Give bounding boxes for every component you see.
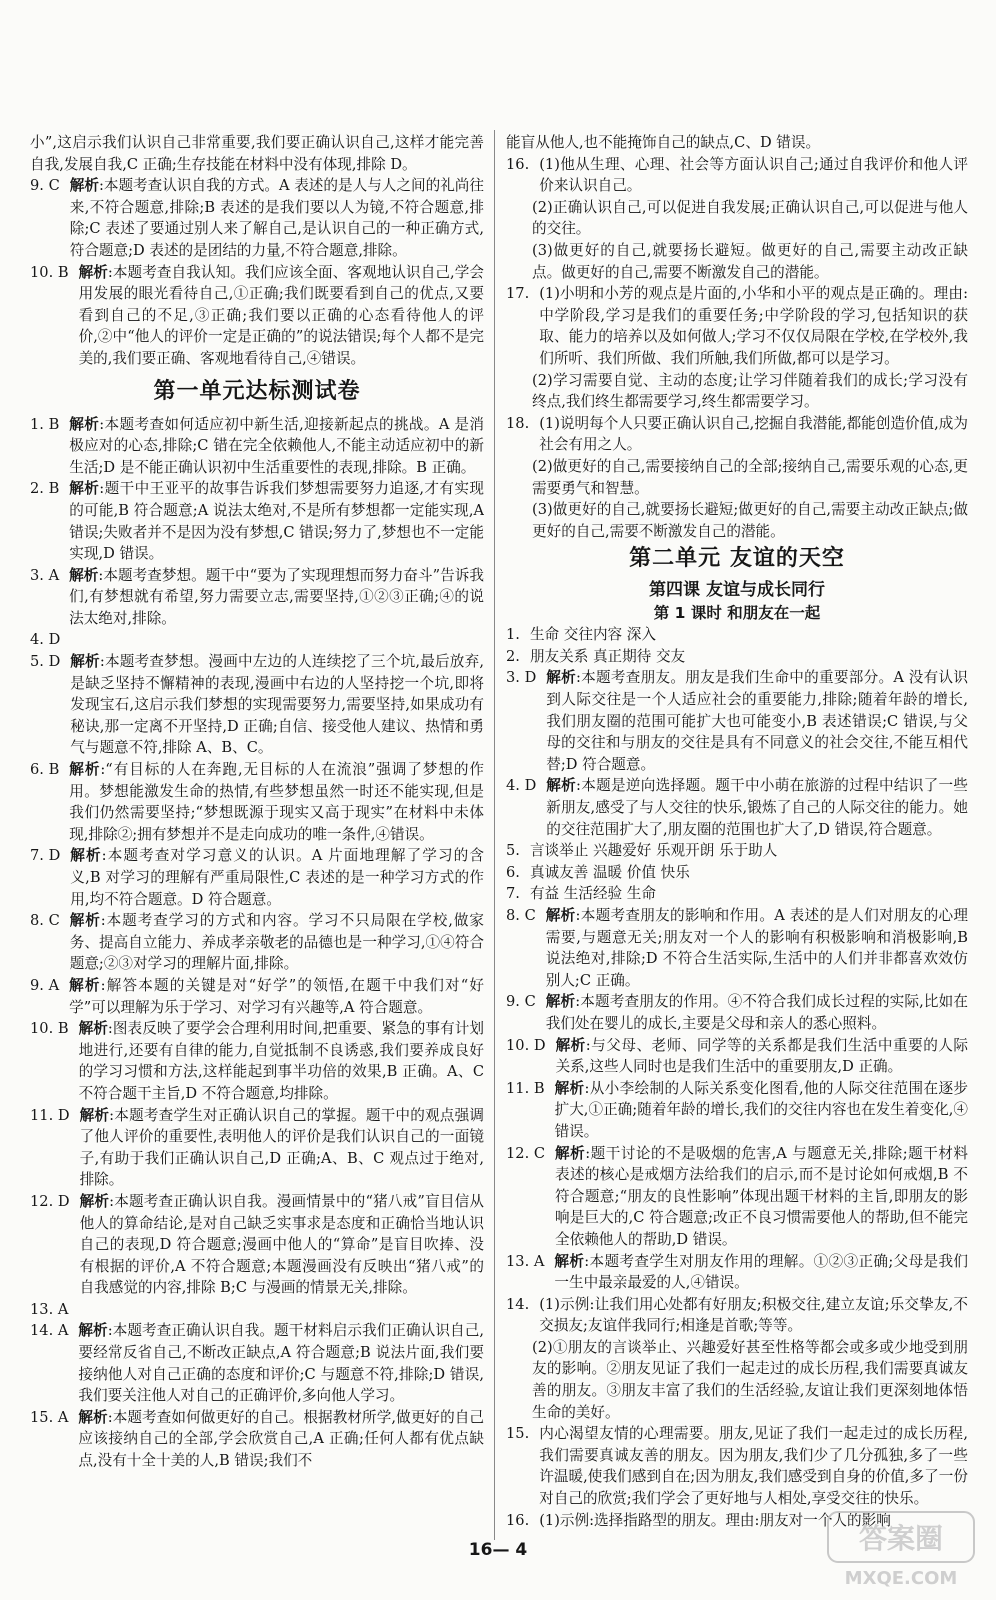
watermark-text: 答案圈 — [858, 1522, 944, 1555]
lesson4-title: 第四课 友谊与成长同行 — [649, 580, 825, 601]
answer-text: :“有目标的人在奔跑,无目标的人在流浪”强调了梦想的作用。梦想能激发生命的热情,有些梦想虽然一时还不能实现,但是我们仍然需要坚持;“梦想既源于现实又高于现实”在材料中未体现,排除②;拥有梦想并不是走向成功的唯一条件,④错误。 — [69, 761, 484, 843]
answer-number: 6. B — [30, 761, 60, 779]
answer-text: (2)学习需要自觉、主动的态度;让学习伴随着我们的成长;学习没有终点,我们终生都需要学习,终生都需要学习。 — [532, 371, 968, 411]
answer-text: :本题考查如何适应初中新生活,迎接新起点的挑战。A 是消极应对的心态,排除;C 错在完全依赖他人,不能主动适应初中的新生活;D 是不能正确认识初中生活重要性的表现,排除。B 正确。 — [69, 415, 484, 476]
answer-item — [506, 499, 968, 542]
answer-text: :本题考查朋友。朋友是我们生命中的重要部分。A 没有认识到人际交往是一个人适应社会的重要能力,排除;随着年龄的增长,我们朋友圈的范围可能扩大也可能变小,B 表述错误;C 错误,与父母的交往和与朋友的交往是具有不同意义的社会交往,不能互相代替;D 符合题意。 — [546, 669, 968, 773]
answer-number: 13. A — [506, 1252, 545, 1270]
answer-item — [30, 1320, 484, 1406]
column-divider — [494, 130, 495, 1540]
answer-item — [506, 413, 968, 456]
answer-text: :图表反映了要学会合理利用时间,把重要、紧急的事有计划地进行,还要有自律的能力,自觉抵制不良诱惑,我们要养成良好的学习习惯和方法,这样能起到事半功倍的效果,B 正确。A、C 不符合题干主旨,D 不符合题意,均排除。 — [78, 1020, 484, 1102]
unit1-test-title: 第一单元达标测试卷 — [153, 378, 361, 404]
answer-number: 16. — [506, 155, 530, 173]
analysis-tag: 解析 — [69, 415, 100, 433]
answer-number: 14. A — [30, 1322, 69, 1340]
answer-number: 4. D — [30, 631, 61, 649]
analysis-tag: 解析 — [555, 1036, 586, 1054]
answer-item — [30, 1105, 484, 1191]
answer-text: :本题考查对学习意义的认识。A 片面地理解了学习的含义,B 对学习的理解有严重局限性,C 表述的是一种学习方式的作用,均不符合题意。D 符合题意。 — [70, 847, 484, 908]
answer-text: :题干讨论的不是吸烟的危害,A 与题意无关,排除;题干材料表述的核心是戒烟方法给我们的启示,而不是讨论如何戒烟,B 不符合题意;“朋友的良性影响”体现出题干材料的主旨,即朋友的影响是巨大的,C 符合题意;改正不良习惯需要他人的帮助,但不能完全依赖他人的帮助,D 错误。 — [555, 1144, 968, 1248]
answer-number: 16. — [506, 1511, 530, 1529]
answer-text: (2)做更好的自己,需要接纳自己的全部;接纳自己,需要乐观的心态,更需要勇气和智慧。 — [532, 457, 968, 497]
answer-text: :本题考查如何做更好的自己。根据教材所学,做更好的自己应该接纳自己的全部,学会欣赏自己,A 正确;任何人都有优点缺点,没有十全十美的人,B 错误;我们不 — [78, 1408, 484, 1470]
answer-item — [506, 1337, 968, 1423]
answer-number: 9. A — [30, 976, 60, 994]
answer-number: 7. D — [30, 847, 61, 865]
answer-number: 15. A — [30, 1408, 69, 1426]
answer-number: 3. A — [30, 566, 60, 584]
answer-item — [30, 478, 484, 564]
answer-text: :本题考查正确认识自我。漫画情景中的“猪八戒”盲目信从他人的算命结论,是对自己缺乏实事求是态度和正确恰当地认识自己的表现,D 符合题意;漫画中他人的“算命”是盲目吹捧、没有根据的评价,A 不符合题意;本题漫画没有反映出“猪八戒”的自我感觉的内容,排除 B;C 与漫画的情景无关,排除。 — [79, 1192, 484, 1297]
answer-item — [30, 1191, 484, 1299]
answer-text: (3)做更好的自己,就要扬长避短;做更好的自己,需要主动改正缺点;做更好的自己,需要不断激发自己的潜能。 — [532, 501, 968, 540]
analysis-tag: 解析 — [69, 566, 99, 584]
answer-item — [506, 624, 968, 646]
answer-item — [30, 262, 484, 370]
answer-text: 生命 交往内容 深入 — [529, 626, 656, 644]
answer-text: 有益 生活经验 生命 — [529, 885, 656, 903]
answer-item — [30, 175, 484, 261]
answer-text: :本题考查认识自我的方式。A 表述的是人与人之间的礼尚往来,不符合题意,排除;B 表述的是我们要以人为镜,不符合题意,排除;C 表述了要通过别人来了解自己,是认识自己的一种正确方式,符合题意;D 表述的是团结的力量,不符合题意,排除。 — [69, 177, 484, 259]
answer-text: (1)他从生理、心理、社会等方面认识自己;通过自我评价和他人评价来认识自己。 — [539, 155, 968, 195]
analysis-tag: 解析 — [555, 1144, 586, 1162]
watermark-url: MXQE.COM — [844, 1568, 958, 1589]
answer-text: :从小李绘制的人际关系变化图看,他的人际交往范围在逐步扩大,①正确;随着年龄的增长,我们的交往内容也在发生着变化,④错误。 — [554, 1079, 968, 1140]
analysis-tag: 解析 — [70, 653, 100, 671]
answer-item — [506, 862, 968, 884]
answer-text: :解答本题的关键是对“好学”的领悟,在题干中我们对“好学”可以理解为乐于学习、对学习有兴趣等,A 符合题意。 — [69, 976, 484, 1016]
analysis-tag: 解析 — [69, 912, 101, 930]
answer-item — [30, 132, 484, 175]
analysis-tag: 解析 — [545, 993, 576, 1011]
answer-text: :本题考查自我认知。我们应该全面、客观地认识自己,学会用发展的眼光看待自己,①正确;我们既要看到自己的优点,又要看到自己的不足,③正确;我们要以正确的心态看待他人的评价,②中“他人的评价一定是正确的”的说法错误;每个人都不是完美的,我们要正确、客观地看待自己,④错误。 — [78, 263, 484, 367]
answer-number: 1. — [506, 626, 520, 644]
answer-number: 17. — [506, 285, 530, 303]
answer-text: 能盲从他人,也不能掩饰自己的缺点,C、D 错误。 — [506, 134, 821, 151]
answer-number: 9. C — [506, 993, 536, 1011]
answer-item — [30, 910, 484, 975]
analysis-tag: 解析 — [78, 1408, 108, 1426]
answer-item — [506, 132, 968, 154]
analysis-tag: 解析 — [78, 263, 108, 281]
answer-text: :本题考查学生对正确认识自己的掌握。题干中的观点强调了他人评价的重要性,表明他人的评价是我们认识自己的一面镜子,有助于我们正确认识自己,D 正确;A、B、C 观点过于绝对,排除。 — [79, 1106, 484, 1189]
answer-text: 朋友关系 真正期待 交友 — [529, 647, 686, 665]
answer-text: 小”,这启示我们认识自己非常重要,我们要正确认识自己,这样才能完善自我,发展自我,C 正确;生存技能在材料中没有体现,排除 D。 — [30, 134, 484, 173]
answer-number: 8. C — [506, 907, 536, 924]
answer-number: 2. B — [30, 480, 60, 498]
answer-text: (1)说明每个人只要正确认识自己,挖掘自我潜能,都能创造价值,成为社会有用之人。 — [539, 414, 968, 454]
answer-item — [506, 667, 968, 775]
answer-item — [506, 646, 968, 668]
answer-item — [30, 1407, 484, 1472]
answer-item — [506, 1078, 968, 1143]
right-column — [506, 132, 968, 1540]
analysis-tag: 解析 — [70, 847, 102, 865]
analysis-tag: 解析 — [546, 669, 576, 687]
answer-text: (2)①朋友的言谈举止、兴趣爱好甚至性格等都会或多或少地受到朋友的影响。②朋友见证了我们一起走过的成长历程,我们需要真诚友善的朋友。③朋友丰富了我们的生活经验,友谊让我们更深刻地体悟生命的美好。 — [532, 1338, 968, 1421]
answer-text: :本题考查正确认识自我。题干材料启示我们正确认识自己,要经常反省自己,不断改正缺点,A 符合题意;B 说法片面,我们要接纳他人对自己正确的态度和评价;C 与题意不符,排除;D 错误,我们要关注他人对自己的正确评价,多向他人学习。 — [78, 1322, 484, 1405]
answer-text: (2)正确认识自己,可以促进自我发展;正确认识自己,可以促进与他人的交往。 — [532, 198, 968, 238]
analysis-tag: 解析 — [69, 480, 100, 498]
answer-number: 6. — [506, 863, 520, 881]
analysis-tag: 解析 — [78, 1020, 108, 1038]
answer-item — [506, 283, 968, 369]
answer-item — [506, 1294, 968, 1337]
analysis-tag: 解析 — [545, 907, 576, 924]
answer-item — [506, 154, 968, 197]
answer-item — [30, 845, 484, 910]
answer-number: 15. — [506, 1425, 530, 1443]
answer-number: 5. D — [30, 653, 61, 671]
answer-item — [506, 775, 968, 840]
answer-text: :本题考查学习的方式和内容。学习不只局限在学校,做家务、提高自立能力、养成孝亲敬老的品德也是一种学习,①④符合题意;②③对学习的理解片面,排除。 — [69, 912, 484, 973]
answer-item — [30, 759, 484, 845]
answer-item — [506, 1423, 968, 1509]
answer-number: 8. C — [30, 912, 60, 930]
answer-number: 5. — [506, 842, 520, 860]
answer-number: 14. — [506, 1295, 530, 1313]
period1-title: 第 1 课时 和朋友在一起 — [653, 604, 821, 623]
answer-text: :本题考查朋友的影响和作用。A 表述的是人们对朋友的心理需要,与题意无关;朋友对一个人的影响有积极影响和消极影响,B 说法绝对,排除;D 不符合生活实际,生活中的人们并非都喜欢效仿别人;C 正确。 — [545, 907, 968, 989]
answer-text: (3)做更好的自己,就要扬长避短。做更好的自己,需要主动改正缺点。做更好的自己,需要不断激发自己的潜能。 — [532, 241, 968, 281]
analysis-tag: 解析 — [79, 1106, 110, 1124]
answer-item — [30, 651, 484, 759]
answer-item — [506, 370, 968, 413]
left-column — [30, 132, 484, 1540]
answer-text: 真诚友善 温暖 价值 快乐 — [529, 863, 690, 881]
answer-item — [30, 1299, 484, 1321]
answer-item — [506, 840, 968, 862]
answer-number: 12. C — [506, 1144, 546, 1162]
answer-number: 3. D — [506, 669, 537, 687]
answer-text: :与父母、老师、同学等的关系都是我们生活中重要的人际关系,这些人同时也是我们生活中的重要朋友,D 正确。 — [555, 1036, 968, 1076]
answer-text: 内心渴望友情的心理需要。朋友,见证了我们一起走过的成长历程,我们需要真诚友善的朋友。因为朋友,我们少了几分孤独,多了一些许温暖,使我们感到自在;因为朋友,我们感受到自身的价值,多了一份对自己的欣赏;我们学会了更好地与人相处,享受交往的快乐。 — [539, 1425, 968, 1508]
answer-number: 9. C — [30, 177, 60, 195]
answer-text: :本题考查梦想。漫画中左边的人连续挖了三个坑,最后放弃,是缺乏坚持不懈精神的表现,漫画中右边的人坚持挖一个坑,即将发现宝石,这启示我们梦想的实现需要努力,需要坚持,如果成功有秘诀,那一定离不开坚持,D 正确;自信、接受他人建议、热情和勇气与题意不符,排除 A、B、C。 — [70, 653, 484, 757]
analysis-tag: 解析 — [79, 1192, 110, 1210]
answer-item — [506, 1143, 968, 1251]
answer-item — [30, 629, 484, 651]
answer-text: :本题考查梦想。题干中“要为了实现理想而努力奋斗”告诉我们,有梦想就有希望,努力需要立志,需要坚持,①②③正确;④的说法太绝对,排除。 — [69, 566, 484, 627]
answer-text: :本题考查朋友的作用。④不符合我们成长过程的实际,比如在我们处在婴儿的成长,主要是父母和亲人的悉心照料。 — [545, 993, 968, 1032]
answer-item — [506, 883, 968, 905]
answer-item — [506, 456, 968, 499]
page-number: 16— 4 — [468, 1540, 528, 1560]
analysis-tag: 解析 — [546, 777, 577, 795]
answer-item — [30, 414, 484, 479]
answer-item — [30, 565, 484, 630]
answer-number: 7. — [506, 885, 520, 903]
answer-number: 10. B — [30, 1020, 69, 1038]
analysis-tag: 解析 — [69, 976, 101, 994]
analysis-tag: 解析 — [69, 177, 99, 195]
answer-text: (1)小明和小芳的观点是片面的,小华和小平的观点是正确的。理由:中学阶段,学习是我们的重要任务;中学阶段的学习,包括知识的获取、能力的培养以及如何做人;学习不仅仅局限在学校,在学校外,我们所听、我们所做、我们所触,我们所做,都可以是学习。 — [539, 285, 968, 367]
answer-item — [506, 1035, 968, 1078]
answer-number: 1. B — [30, 415, 60, 433]
answer-text: (1)示例:选择指路型的朋友。理由:朋友对一个人的影响 — [539, 1511, 891, 1529]
answer-item — [506, 905, 968, 991]
answer-text: :本题考查学生对朋友作用的理解。①②③正确;父母是我们一生中最亲最爱的人,④错误。 — [554, 1252, 968, 1292]
answer-text: (1)示例:让我们用心处都有好朋友;积极交往,建立友谊;乐交挚友,不交损友;友谊伴我同行;相逢是首歌;等等。 — [539, 1295, 968, 1335]
answer-number: 12. D — [30, 1192, 70, 1210]
answer-number: 4. D — [506, 777, 537, 795]
analysis-tag: 解析 — [554, 1252, 585, 1270]
answer-number: 2. — [506, 647, 520, 665]
answer-item — [30, 975, 484, 1018]
answer-item — [506, 1251, 968, 1294]
analysis-tag: 解析 — [69, 761, 101, 779]
answer-number: 11. D — [30, 1106, 70, 1124]
unit2-title: 第二单元 友谊的天空 — [629, 546, 845, 572]
answer-number: 11. B — [506, 1079, 545, 1097]
answer-number: 10. B — [30, 263, 69, 281]
answer-number: 13. A — [30, 1300, 69, 1318]
answer-number: 10. D — [506, 1036, 546, 1054]
analysis-tag: 解析 — [78, 1322, 108, 1340]
answer-text: 言谈举止 兴趣爱好 乐观开朗 乐于助人 — [529, 842, 778, 860]
answer-text: :题干中王亚平的故事告诉我们梦想需要努力追逐,才有实现的可能,B 符合题意;A 说法太绝对,不是所有梦想都一定能实现,A 错误;失败者并不是因为没有梦想,C 错误;努力了,梦想也不一定能实现,D 错误。 — [69, 480, 484, 563]
answer-number: 18. — [506, 414, 530, 432]
answer-item — [506, 991, 968, 1034]
answer-item — [30, 1018, 484, 1104]
watermark-logo — [826, 1510, 976, 1590]
answer-text: :本题是逆向选择题。题干中小萌在旅游的过程中结识了一些新朋友,感受了与人交往的快乐,锻炼了自己的人际交往的能力。她的交往范围扩大了,朋友圈的范围也扩大了,D 错误,符合题意。 — [546, 777, 968, 838]
answer-item — [506, 240, 968, 283]
analysis-tag: 解析 — [554, 1079, 585, 1097]
answer-item — [506, 197, 968, 240]
